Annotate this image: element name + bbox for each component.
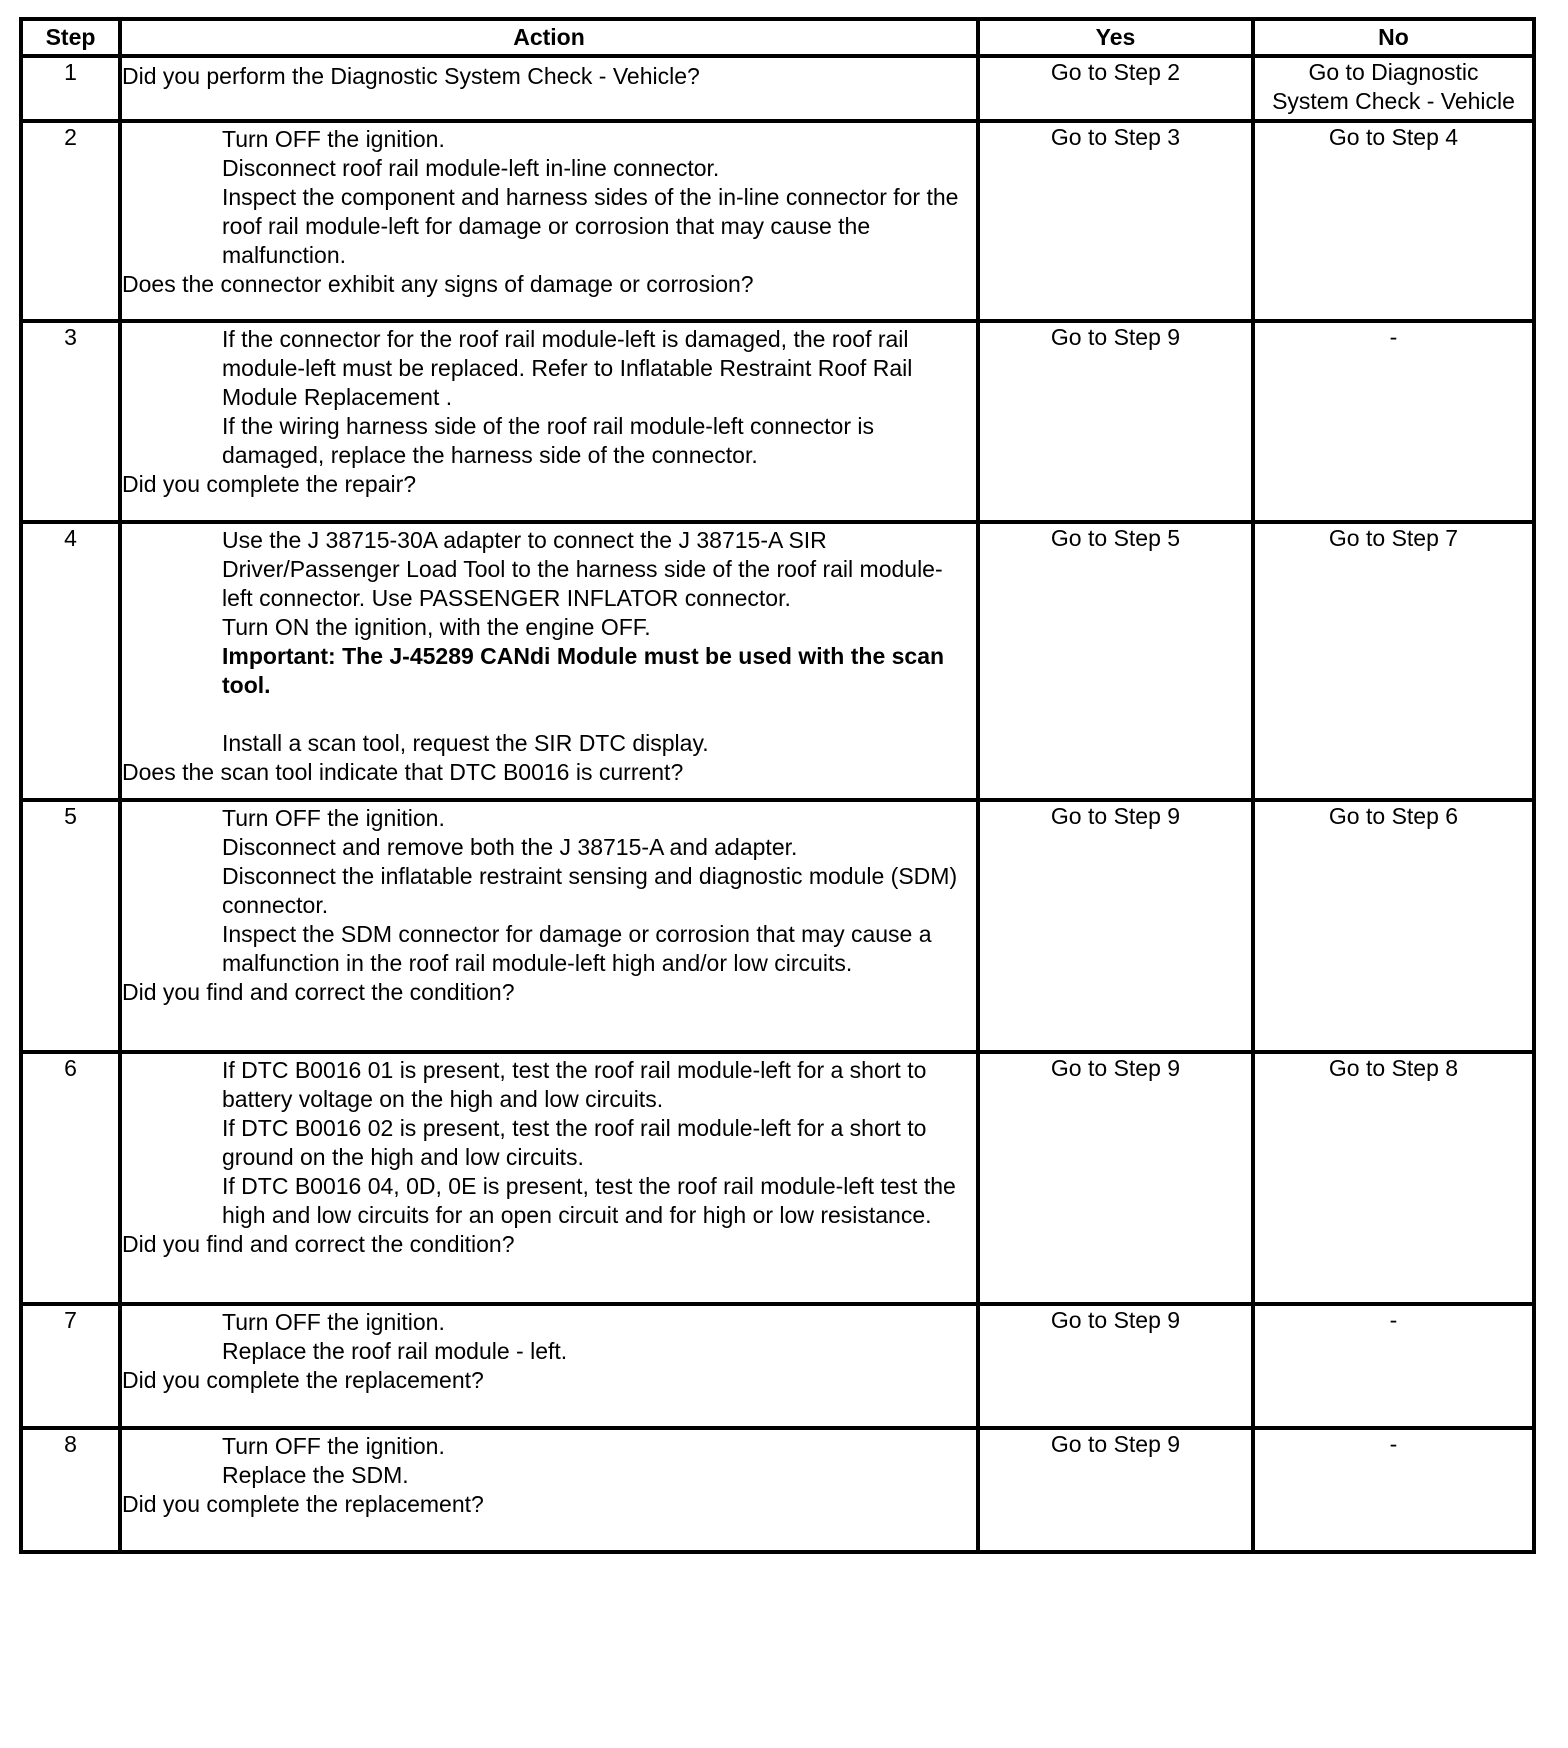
instruction-item: Turn OFF the ignition. [222, 805, 445, 831]
instruction-item: Inspect the SDM connector for damage or corrosion that may cause a malfunction in the roof rail module-left high and/or low circuits. [222, 921, 932, 976]
step-number: 4 [21, 522, 120, 800]
no-answer: Go to Step 7 [1253, 522, 1534, 800]
yes-answer: Go to Step 9 [978, 1304, 1253, 1428]
action-cell [120, 56, 978, 121]
action-cell [120, 1304, 978, 1428]
instruction-item: Turn OFF the ignition. [222, 1433, 445, 1459]
no-answer: - [1253, 321, 1534, 522]
step-number: 6 [21, 1052, 120, 1304]
table-row [21, 1428, 1534, 1552]
step-number: 7 [21, 1304, 120, 1428]
step-number: 3 [21, 321, 120, 522]
question-text: Did you complete the replacement? [122, 1491, 484, 1517]
action-cell [120, 522, 978, 800]
no-answer: - [1253, 1304, 1534, 1428]
no-answer [1253, 56, 1534, 121]
table-row [21, 1052, 1534, 1304]
action-cell [120, 121, 978, 321]
action-cell [120, 800, 978, 1052]
instruction-item: Inspect the component and harness sides of the in-line connector for the roof rail module-left for damage or corrosion that may cause the malfunction. [222, 184, 959, 268]
instruction-item: If DTC B0016 04, 0D, 0E is present, test the roof rail module-left test the high and low circuits for an open circuit and for high or low resistance. [222, 1173, 956, 1228]
table-row [21, 56, 1534, 121]
action-cell [120, 1428, 978, 1552]
yes-answer: Go to Step 5 [978, 522, 1253, 800]
instruction-item: Disconnect and remove both the J 38715-A and adapter. [222, 834, 798, 860]
question-text: Did you complete the replacement? [122, 1367, 484, 1393]
yes-answer: Go to Step 3 [978, 121, 1253, 321]
header-step: Step [21, 19, 120, 56]
question-text: Did you find and correct the condition? [122, 979, 515, 1005]
instruction-item: If the connector for the roof rail module-left is damaged, the roof rail module-left must be replaced. Refer to Inflatable Restraint Roof Rail Module Replacement . [222, 326, 913, 410]
instruction-item: If DTC B0016 01 is present, test the roof rail module-left for a short to battery voltage on the high and low circuits. [222, 1057, 927, 1112]
question-text: Did you complete the repair? [122, 471, 417, 497]
yes-answer: Go to Step 2 [978, 56, 1253, 121]
step-number: 5 [21, 800, 120, 1052]
table-row [21, 321, 1534, 522]
instruction-item: Replace the SDM. [222, 1462, 409, 1488]
header-no: No [1253, 19, 1534, 56]
yes-answer: Go to Step 9 [978, 1428, 1253, 1552]
no-answer: Go to Step 6 [1253, 800, 1534, 1052]
action-cell [120, 1052, 978, 1304]
question-text: Does the connector exhibit any signs of damage or corrosion? [122, 271, 754, 297]
instruction-item: Install a scan tool, request the SIR DTC display. [222, 730, 709, 756]
no-answer: - [1253, 1428, 1534, 1552]
table-row [21, 1304, 1534, 1428]
instruction-item: Use the J 38715-30A adapter to connect the J 38715-A SIR Driver/Passenger Load Tool to the harness side of the roof rail module-left connector. Use PASSENGER INFLATOR connector. [222, 527, 943, 611]
instruction-item: Disconnect the inflatable restraint sensing and diagnostic module (SDM) connector. [222, 863, 958, 918]
yes-answer: Go to Step 9 [978, 800, 1253, 1052]
yes-answer: Go to Step 9 [978, 321, 1253, 522]
important-note: Important: The J-45289 CANdi Module must be used with the scan tool. [222, 643, 945, 698]
yes-answer: Go to Step 9 [978, 1052, 1253, 1304]
question-text: Did you find and correct the condition? [122, 1231, 515, 1257]
step-number: 2 [21, 121, 120, 321]
table-row [21, 800, 1534, 1052]
instruction-item: Turn OFF the ignition. [222, 1309, 445, 1335]
table-row [21, 522, 1534, 800]
step-number: 1 [21, 56, 120, 121]
instruction-item: Turn ON the ignition, with the engine OFF. [222, 614, 651, 640]
no-answer: Go to Step 4 [1253, 121, 1534, 321]
question-text: Did you perform the Diagnostic System Check - Vehicle? [122, 63, 700, 89]
no-answer: Go to Step 8 [1253, 1052, 1534, 1304]
instruction-item: If DTC B0016 02 is present, test the roof rail module-left for a short to ground on the high and low circuits. [222, 1115, 927, 1170]
instruction-item: If the wiring harness side of the roof rail module-left connector is damaged, replace the harness side of the connector. [222, 413, 874, 468]
table-row [21, 121, 1534, 321]
instruction-item: Replace the roof rail module - left. [222, 1338, 568, 1364]
question-text: Does the scan tool indicate that DTC B0016 is current? [122, 759, 684, 785]
no-answer-text: Go to Diagnostic System Check - Vehicle [1272, 59, 1515, 114]
instruction-item: Disconnect roof rail module-left in-line connector. [222, 155, 720, 181]
header-action: Action [120, 19, 978, 56]
diagnostic-table [19, 17, 1536, 1554]
instruction-item: Turn OFF the ignition. [222, 126, 445, 152]
action-cell [120, 321, 978, 522]
header-row [21, 19, 1534, 56]
step-number: 8 [21, 1428, 120, 1552]
header-yes: Yes [978, 19, 1253, 56]
